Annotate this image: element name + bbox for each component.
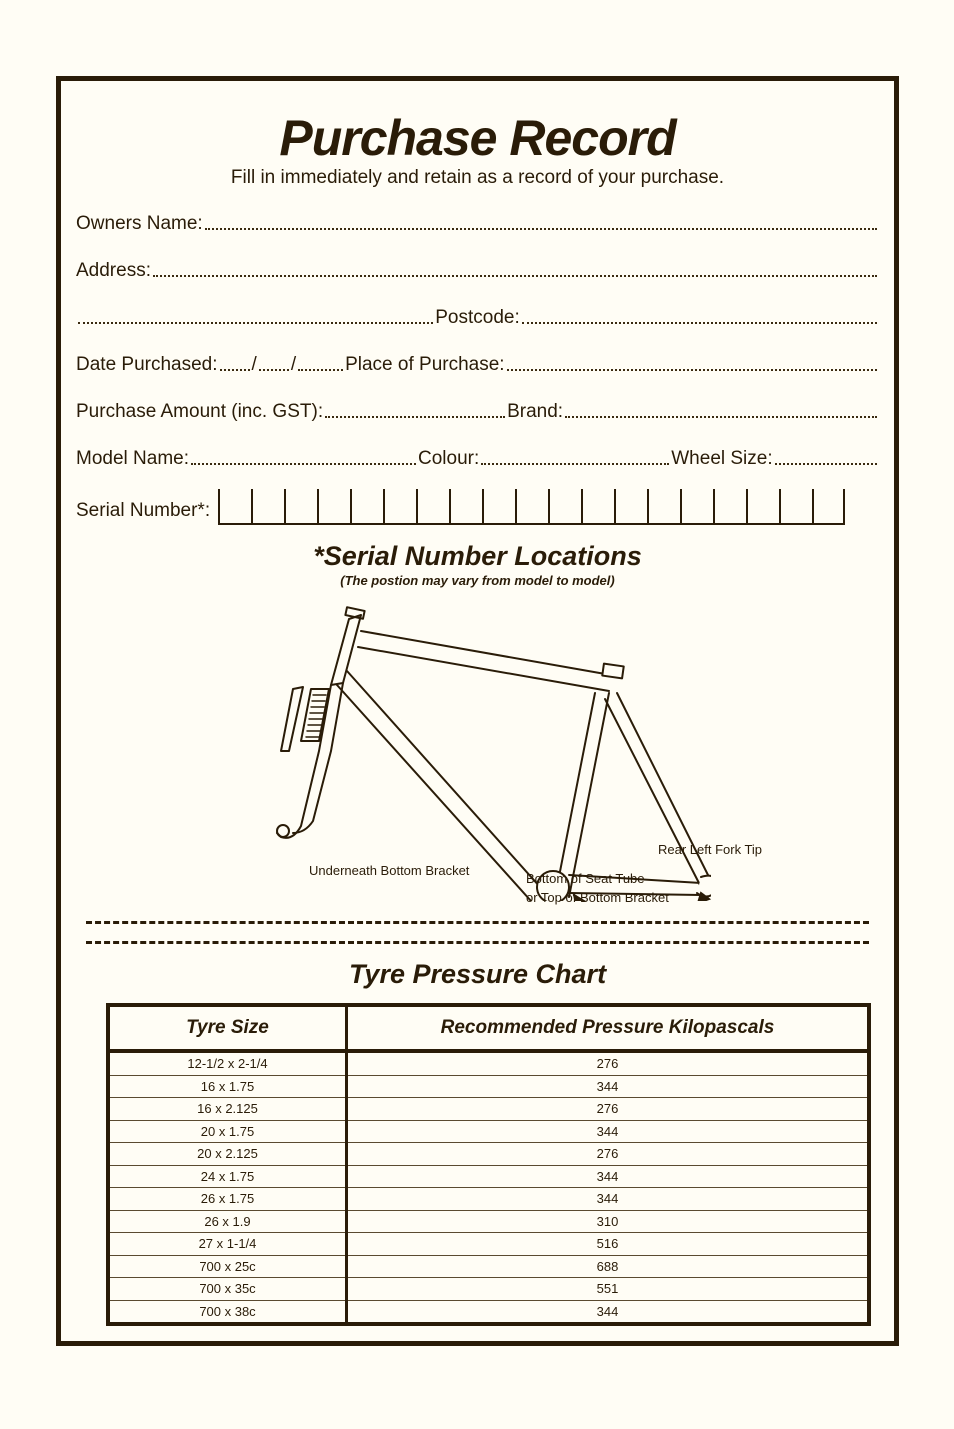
tyre-size-cell: 26 x 1.9 [108,1210,347,1233]
owners-name-field[interactable] [76,211,879,235]
model-name-blank[interactable] [191,463,416,465]
tyre-size-cell: 700 x 25c [108,1255,347,1278]
table-row [108,1165,869,1188]
wheel-size-label: Wheel Size: [671,448,773,469]
serial-box[interactable] [515,489,548,523]
table-row [108,1300,869,1324]
amount-brand-row[interactable] [76,399,879,423]
postcode-label: Postcode: [435,307,520,328]
serial-box[interactable] [647,489,680,523]
date-month-blank[interactable] [259,369,289,371]
place-of-purchase-blank[interactable] [507,369,877,371]
serial-box[interactable] [383,489,416,523]
serial-box[interactable] [482,489,515,523]
pressure-cell: 688 [347,1255,870,1278]
tyre-size-cell: 26 x 1.75 [108,1188,347,1211]
pressure-cell: 344 [347,1075,870,1098]
owners-name-blank[interactable] [205,228,877,230]
serial-box[interactable] [713,489,746,523]
column-header-tyre-size: Tyre Size [108,1005,347,1051]
date-place-row[interactable] [76,352,879,376]
tyre-size-cell: 700 x 38c [108,1300,347,1324]
serial-box[interactable] [251,489,284,523]
tyre-size-cell: 16 x 1.75 [108,1075,347,1098]
postcode-blank[interactable] [522,322,877,324]
brand-label: Brand: [507,401,564,422]
pressure-cell: 276 [347,1098,870,1121]
colour-label: Colour: [418,448,480,469]
table-row [108,1143,869,1166]
date-year-blank[interactable] [298,369,343,371]
model-colour-wheel-row[interactable] [76,446,879,470]
serial-box[interactable] [350,489,383,523]
date-separator: / [251,354,257,375]
tyre-pressure-table [106,1003,871,1326]
cut-line [86,921,869,924]
table-row [108,1051,869,1075]
date-day-blank[interactable] [220,369,250,371]
tyre-size-cell: 24 x 1.75 [108,1165,347,1188]
serial-number-label: Serial Number*: [76,500,211,521]
wheel-size-blank[interactable] [775,463,877,465]
pressure-cell: 551 [347,1278,870,1301]
address-line-2-blank[interactable] [78,322,433,324]
table-header-row [108,1005,869,1051]
colour-blank[interactable] [481,463,669,465]
table-row [108,1120,869,1143]
pressure-cell: 344 [347,1165,870,1188]
pressure-cell: 344 [347,1188,870,1211]
callout-seat-tube-2: or Top of Bottom Bracket [526,890,669,905]
serial-box[interactable] [548,489,581,523]
serial-box[interactable] [284,489,317,523]
address-label: Address: [76,260,151,281]
serial-box[interactable] [614,489,647,523]
serial-box[interactable] [812,489,845,523]
callout-fork-tip: Rear Left Fork Tip [658,842,763,857]
serial-number-field[interactable] [76,491,879,525]
tyre-size-cell: 16 x 2.125 [108,1098,347,1121]
column-header-pressure: Recommended Pressure Kilopascals [347,1005,870,1051]
serial-box[interactable] [416,489,449,523]
tyre-size-cell: 20 x 1.75 [108,1120,347,1143]
serial-box[interactable] [680,489,713,523]
table-row [108,1278,869,1301]
serial-locations-title: *Serial Number Locations [313,541,642,571]
serial-locations-subtitle: (The postion may vary from model to model) [340,573,615,588]
bicycle-frame-diagram [231,601,711,901]
serial-box[interactable] [746,489,779,523]
tyre-size-cell: 27 x 1-1/4 [108,1233,347,1256]
cut-line [86,941,869,944]
pressure-cell: 276 [347,1143,870,1166]
pressure-cell: 344 [347,1120,870,1143]
table-row [108,1210,869,1233]
date-separator: / [290,354,297,375]
table-row [108,1098,869,1121]
serial-box[interactable] [581,489,614,523]
pressure-cell: 344 [596,1303,619,1319]
brand-blank[interactable] [565,416,877,418]
table-row [108,1255,869,1278]
serial-box[interactable] [317,489,350,523]
table-row [108,1075,869,1098]
page-subtitle: Fill in immediately and retain as a record of your purchase. [230,167,725,188]
model-name-label: Model Name: [76,448,189,469]
purchase-amount-label: Purchase Amount (inc. GST): [76,401,324,422]
serial-box[interactable] [779,489,812,523]
serial-number-boxes[interactable] [218,489,845,525]
serial-box[interactable] [218,489,251,523]
place-of-purchase-label: Place of Purchase: [345,354,505,375]
table-row [108,1233,869,1256]
callout-bottom-bracket: Underneath Bottom Bracket [309,863,470,878]
date-purchased-label: Date Purchased: [76,354,218,375]
tyre-size-cell: 12-1/2 x 2-1/4 [108,1051,347,1075]
owners-name-label: Owners Name: [76,213,203,234]
pressure-cell: 516 [347,1233,870,1256]
address-line-2[interactable] [76,305,879,329]
address-field[interactable] [76,258,879,282]
address-blank[interactable] [153,275,877,277]
page-title: Purchase Record [279,110,676,166]
purchase-amount-blank[interactable] [325,416,505,418]
purchase-record-card [56,76,899,1346]
callout-seat-tube-1: Bottom of Seat Tube [526,871,645,886]
pressure-cell: 310 [347,1210,870,1233]
table-row [108,1188,869,1211]
tyre-size-cell: 700 x 35c [108,1278,347,1301]
serial-box[interactable] [449,489,482,523]
tyre-size-cell: 20 x 2.125 [108,1143,347,1166]
tyre-chart-title: Tyre Pressure Chart [348,959,607,989]
pressure-cell: 276 [347,1051,870,1075]
